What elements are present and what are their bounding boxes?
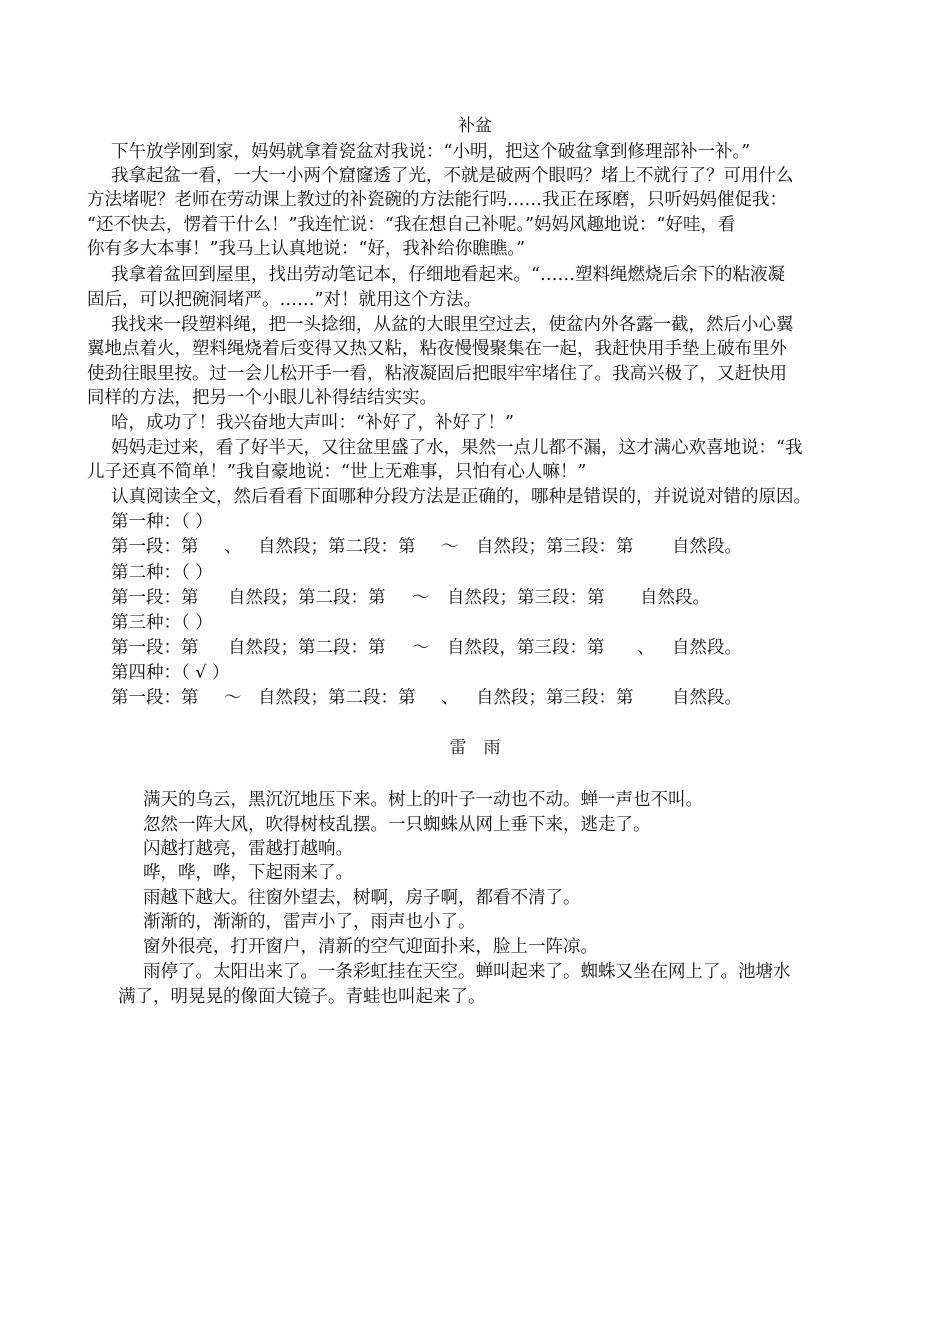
segment-text: 第一段：第 — [111, 688, 199, 708]
segment-text: ～ — [412, 588, 430, 608]
segment-text: 、 — [441, 688, 459, 708]
segment-text: 自然段；第二段：第 — [258, 537, 416, 557]
segment-text: 自然段；第三段：第 — [476, 688, 634, 708]
story1-line: 下午放学刚到家，妈妈就拿着瓷盆对我说：“小明，把这个破盆拿到修理部补一补。” — [111, 142, 751, 162]
segment-text: 自然段，第三段：第 — [447, 638, 605, 658]
story1-line: 儿子还真不简单！”我自豪地说：“世上无难事，只怕有心人嘛！” — [87, 462, 587, 482]
option-label: 第三种：（ ） — [111, 613, 213, 633]
story1-question: 认真阅读全文，然后看看下面哪种分段方法是正确的，哪种是错误的，并说说对错的原因。 — [111, 487, 811, 507]
segment-text: 第一段：第 — [111, 588, 199, 608]
story2-line: 满天的乌云，黑沉沉地压下来。树上的叶子一动也不动。蝉一声也不叫。 — [143, 790, 703, 810]
segment-text: 、 — [224, 537, 242, 557]
story1-line: 同样的方法，把另一个小眼儿补得结结实实。 — [87, 388, 437, 408]
segment-text: 第一段：第 — [111, 638, 199, 658]
segment-text: 自然段。 — [672, 638, 742, 658]
story1-line: 妈妈走过来，看了好半天，又往盆里盛了水，果然一点儿都不漏，这才满心欢喜地说：“我 — [111, 438, 803, 458]
segment-text: 第一段：第 — [111, 537, 199, 557]
segment-text: 、 — [637, 638, 655, 658]
segment-text: ～ — [412, 638, 430, 658]
story1-line: 我拿着盆回到屋里，找出劳动笔记本，仔细地看起来。“……塑料绳燃烧后余下的粘液凝 — [111, 265, 785, 285]
segment-text: 自然段；第二段：第 — [258, 688, 416, 708]
story2-line: 闪越打越亮，雷越打越响。 — [143, 839, 353, 859]
story1-line: 哈，成功了！我兴奋地大声叫：“补好了，补好了！” — [111, 413, 514, 433]
story2-line: 雨停了。太阳出来了。一条彩虹挂在天空。蝉叫起来了。蜘蛛又坐在网上了。池塘水 — [143, 962, 791, 982]
segment-text: 自然段；第二段：第 — [228, 638, 386, 658]
story2-line: 哗，哗，哗，下起雨来了。 — [143, 863, 353, 883]
story1-line: 你有多大本事！”我马上认真地说：“好，我补给你瞧瞧。” — [87, 239, 526, 259]
option-label: 第一种：（ ） — [111, 512, 213, 532]
segment-text: 自然段；第二段：第 — [228, 588, 386, 608]
segment-text: ～ — [224, 688, 242, 708]
segment-text: 自然段。 — [672, 537, 742, 557]
story1-line: 使劲往眼里按。过一会儿松开手一看，粘液凝固后把眼牢牢堵住了。我高兴极了，又赶快用 — [87, 364, 787, 384]
story1-line: 我拿起盆一看，一大一小两个窟窿透了光，不就是破两个眼吗？堵上不就行了？可用什么 — [111, 166, 794, 186]
segment-text: 自然段；第三段：第 — [476, 537, 634, 557]
story1-line: 翼地点着火，塑料绳烧着后变得又热又粘，粘夜慢慢聚集在一起，我赶快用手垫上破布里外 — [87, 339, 787, 359]
option-label: 第四种：（ √ ） — [111, 663, 230, 683]
story1-title: 补盆 — [458, 116, 492, 136]
story1-line: 方法堵呢？老师在劳动课上教过的补瓷碗的方法能行吗……我正在琢磨，只听妈妈催促我： — [87, 190, 787, 210]
story1-line: “还不快去，愣着干什么！”我连忙说：“我在想自己补呢。”妈妈风趣地说：“好哇，看 — [87, 215, 736, 235]
story2-line: 满了，明晃晃的像面大镜子。青蛙也叫起来了。 — [118, 987, 486, 1007]
segment-text: 自然段。 — [672, 688, 742, 708]
story1-line: 固后，可以把碗洞堵严。……”对！就用这个方法。 — [87, 290, 481, 310]
story2-title: 雷 雨 — [449, 738, 501, 758]
story2-line: 渐渐的，渐渐的，雷声小了，雨声也小了。 — [143, 912, 476, 932]
segment-text: 自然段；第三段：第 — [447, 588, 605, 608]
segment-text: 自然段。 — [640, 588, 710, 608]
story2-line: 窗外很亮，打开窗户，清新的空气迎面扑来，脸上一阵凉。 — [143, 937, 598, 957]
story2-line: 雨越下越大。往窗外望去，树啊，房子啊，都看不清了。 — [143, 888, 581, 908]
story2-line: 忽然一阵大风，吹得树枝乱摆。一只蜘蛛从网上垂下来，逃走了。 — [143, 815, 651, 835]
story1-line: 我找来一段塑料绳，把一头捻细，从盆的大眼里空过去，使盆内外各露一截，然后小心翼 — [111, 315, 794, 335]
segment-text: ～ — [441, 537, 459, 557]
option-label: 第二种：（ ） — [111, 563, 213, 583]
